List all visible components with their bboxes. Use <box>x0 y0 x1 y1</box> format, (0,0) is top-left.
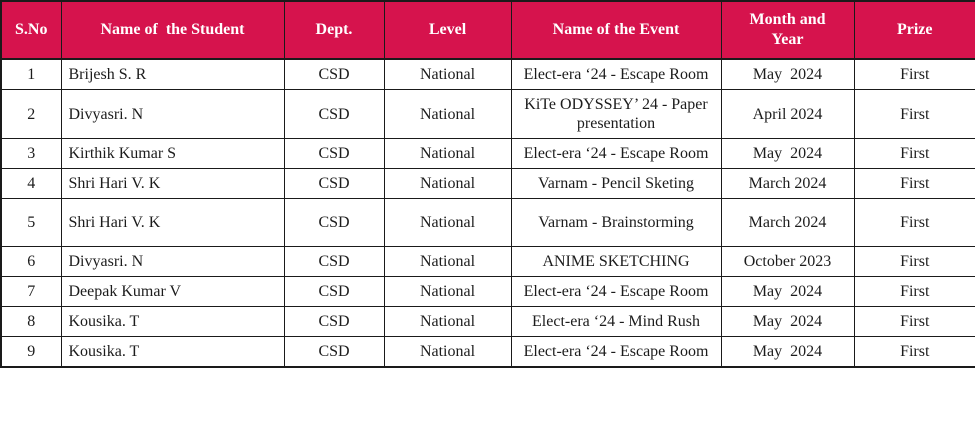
cell-month: April 2024 <box>721 90 854 139</box>
cell-month: May 2024 <box>721 139 854 169</box>
column-header-name: Name of the Student <box>61 1 284 59</box>
cell-level: National <box>384 277 511 307</box>
table-body <box>1 59 975 367</box>
cell-level: National <box>384 90 511 139</box>
cell-event: Varnam - Pencil Sketing <box>511 169 721 199</box>
cell-prize: First <box>854 199 975 247</box>
cell-dept: CSD <box>284 139 384 169</box>
cell-dept: CSD <box>284 169 384 199</box>
cell-sno: 4 <box>1 169 61 199</box>
cell-month: May 2024 <box>721 59 854 90</box>
cell-sno: 3 <box>1 139 61 169</box>
cell-sno: 6 <box>1 247 61 277</box>
cell-sno: 1 <box>1 59 61 90</box>
cell-month: March 2024 <box>721 199 854 247</box>
table-row <box>1 169 975 199</box>
column-header-month: Month and Year <box>721 1 854 59</box>
cell-name: Divyasri. N <box>61 90 284 139</box>
cell-dept: CSD <box>284 247 384 277</box>
cell-month: May 2024 <box>721 337 854 368</box>
cell-name: Kirthik Kumar S <box>61 139 284 169</box>
table-row <box>1 139 975 169</box>
cell-dept: CSD <box>284 307 384 337</box>
column-header-event: Name of the Event <box>511 1 721 59</box>
cell-level: National <box>384 59 511 90</box>
column-header-level: Level <box>384 1 511 59</box>
table-row <box>1 337 975 368</box>
column-header-prize: Prize <box>854 1 975 59</box>
cell-month: October 2023 <box>721 247 854 277</box>
cell-name: Brijesh S. R <box>61 59 284 90</box>
cell-event: ANIME SKETCHING <box>511 247 721 277</box>
table-row <box>1 307 975 337</box>
cell-prize: First <box>854 169 975 199</box>
cell-prize: First <box>854 139 975 169</box>
cell-sno: 9 <box>1 337 61 368</box>
cell-name: Shri Hari V. K <box>61 199 284 247</box>
cell-name: Kousika. T <box>61 337 284 368</box>
table-row <box>1 90 975 139</box>
cell-sno: 5 <box>1 199 61 247</box>
cell-level: National <box>384 199 511 247</box>
cell-event: Elect-era ‘24 - Escape Room <box>511 59 721 90</box>
column-header-dept: Dept. <box>284 1 384 59</box>
cell-event: Varnam - Brainstorming <box>511 199 721 247</box>
cell-level: National <box>384 247 511 277</box>
cell-prize: First <box>854 277 975 307</box>
cell-level: National <box>384 169 511 199</box>
cell-name: Kousika. T <box>61 307 284 337</box>
cell-prize: First <box>854 247 975 277</box>
cell-prize: First <box>854 307 975 337</box>
cell-name: Divyasri. N <box>61 247 284 277</box>
cell-level: National <box>384 337 511 368</box>
table-row <box>1 59 975 90</box>
cell-sno: 2 <box>1 90 61 139</box>
column-header-sno: S.No <box>1 1 61 59</box>
cell-prize: First <box>854 59 975 90</box>
cell-level: National <box>384 139 511 169</box>
cell-dept: CSD <box>284 277 384 307</box>
cell-dept: CSD <box>284 90 384 139</box>
cell-sno: 7 <box>1 277 61 307</box>
cell-month: March 2024 <box>721 169 854 199</box>
cell-name: Deepak Kumar V <box>61 277 284 307</box>
cell-event: KiTe ODYSSEY’ 24 - Paper presentation <box>511 90 721 139</box>
cell-event: Elect-era ‘24 - Escape Room <box>511 277 721 307</box>
table-row <box>1 247 975 277</box>
cell-level: National <box>384 307 511 337</box>
cell-event: Elect-era ‘24 - Escape Room <box>511 337 721 368</box>
cell-event: Elect-era ‘24 - Escape Room <box>511 139 721 169</box>
cell-dept: CSD <box>284 59 384 90</box>
header-row <box>1 1 975 59</box>
table-row <box>1 199 975 247</box>
cell-name: Shri Hari V. K <box>61 169 284 199</box>
cell-dept: CSD <box>284 199 384 247</box>
cell-dept: CSD <box>284 337 384 368</box>
cell-prize: First <box>854 337 975 368</box>
cell-sno: 8 <box>1 307 61 337</box>
cell-prize: First <box>854 90 975 139</box>
cell-month: May 2024 <box>721 277 854 307</box>
cell-month: May 2024 <box>721 307 854 337</box>
cell-event: Elect-era ‘24 - Mind Rush <box>511 307 721 337</box>
table-row <box>1 277 975 307</box>
